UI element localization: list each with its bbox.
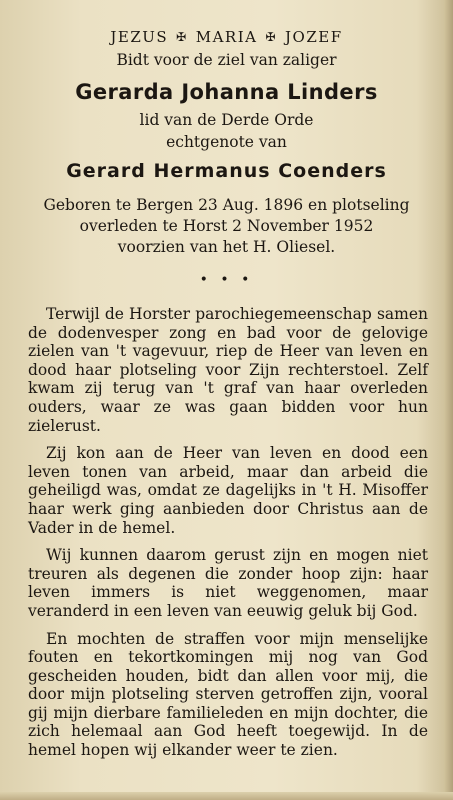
sacrament-line: voorzien van het H. Oliesel. <box>117 238 336 256</box>
invocation-jezus: JEZUS <box>110 28 169 46</box>
birth-death-details <box>0 195 453 258</box>
separator-dots: • • • <box>199 272 254 288</box>
invocation-jozef: JOZEF <box>285 28 343 46</box>
spouse-prefix: echtgenote van <box>166 133 287 151</box>
cross-icon: ✠ <box>265 30 278 44</box>
deceased-name: Gerarda Johanna Linders <box>75 80 378 104</box>
invocation-maria: MARIA <box>195 28 258 46</box>
prayer-intro: Bidt voor de ziel van zaliger <box>116 51 337 69</box>
invocation <box>0 26 453 49</box>
card-edge-right <box>444 0 453 800</box>
spouse-name: Gerard Hermanus Coenders <box>66 160 387 182</box>
card-edge-bottom <box>0 792 453 800</box>
paragraph: Terwijl de Horster parochiegemeenschap samen de dodenvesper zong en bad voor de gelovige zielen van 't vagevuur, riep de Heer van leven en dood haar plotseling voor Zijn rechterstoel. Zelf kwam zij terug van 't graf van haar overleden ouders, waar ze was gaan bidden voor hun zielerust. <box>28 305 428 435</box>
cross-icon: ✠ <box>176 30 188 44</box>
birth-line: Geboren te Bergen 23 Aug. 1896 en plotseling <box>43 196 410 214</box>
death-line: overleden te Horst 2 November 1952 <box>79 217 374 235</box>
card-header <box>0 26 453 288</box>
paragraph: Zij kon aan de Heer van leven en dood een leven tonen van arbeid, maar dan arbeid die geheiligd was, omdat ze dagelijks in 't H. Misoffer haar werk ging aanbieden door Christus aan de Vader in de hemel. <box>28 444 428 537</box>
memorial-text <box>28 305 428 769</box>
membership-line: lid van de Derde Orde <box>139 111 314 129</box>
paragraph: En mochten de straffen voor mijn menselijke fouten en tekortkomingen mij nog van God gescheiden houden, bidt dan allen voor mij, die door mijn plotseling sterven getroffen zijn, vooral gij mijn dierbare familieleden en mijn dochter, die zich helemaal aan God heeft toegewijd. In de hemel hopen wij elkander weer te zien. <box>28 629 428 760</box>
paragraph: Wij kunnen daarom gerust zijn en mogen niet treuren als degenen die zonder hoop zijn: haar leven immers is niet weggenomen, maar veranderd in een leven van eeuwig geluk bij God. <box>28 546 428 620</box>
